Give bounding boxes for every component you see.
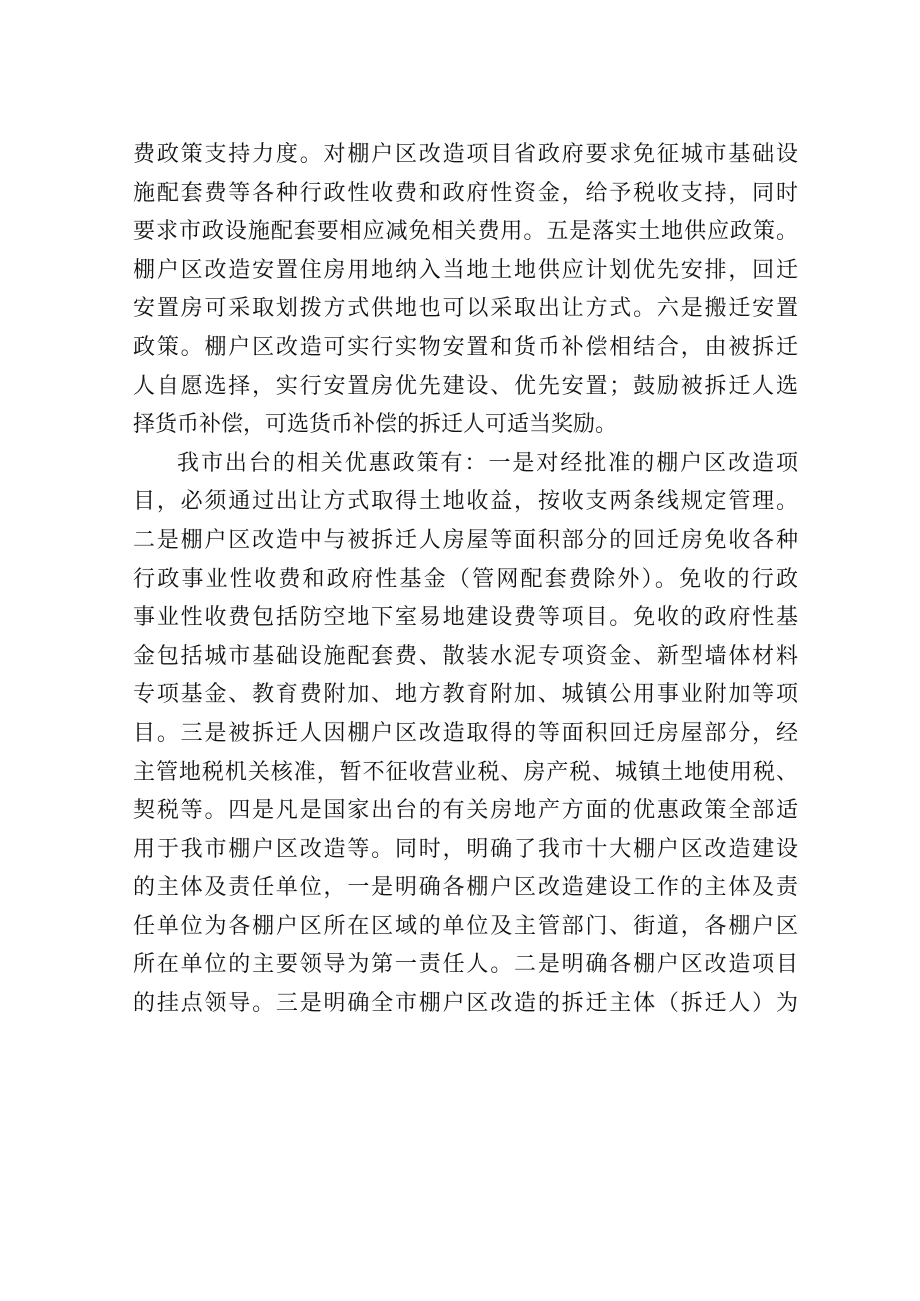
text-line: 任单位为各棚户区所在区域的单位及主管部门、街道，各棚户区 <box>133 913 798 939</box>
text-line: 的挂点领导。三是明确全市棚户区改造的拆迁主体（拆迁人）为 <box>133 991 798 1017</box>
text-line: 施配套费等各种行政性收费和政府性资金，给予税收支持，同时 <box>133 180 798 206</box>
text-line: 要求市政设施配套要相应减免相关费用。五是落实土地供应政策。 <box>133 219 798 245</box>
text-line: 用于我市棚户区改造等。同时，明确了我市十大棚户区改造建设 <box>133 836 798 862</box>
text-line: 二是棚户区改造中与被拆迁人房屋等面积部分的回迁房免收各种 <box>133 527 798 553</box>
text-line: 人自愿选择，实行安置房优先建设、优先安置；鼓励被拆迁人选 <box>133 373 798 399</box>
paragraph-2 <box>133 445 798 1024</box>
text-line: 目，必须通过出让方式取得土地收益，按收支两条线规定管理。 <box>133 489 798 515</box>
text-line: 契税等。四是凡是国家出台的有关房地产方面的优惠政策全部适 <box>133 798 798 824</box>
body-text <box>133 136 798 1024</box>
text-line: 事业性收费包括防空地下室易地建设费等项目。免收的政府性基 <box>133 605 798 631</box>
text-line: 所在单位的主要领导为第一责任人。二是明确各棚户区改造项目 <box>133 952 798 978</box>
text-line: 专项基金、教育费附加、地方教育附加、城镇公用事业附加等项 <box>133 682 798 708</box>
text-line: 的主体及责任单位，一是明确各棚户区改造建设工作的主体及责 <box>133 875 798 901</box>
text-line: 棚户区改造安置住房用地纳入当地土地供应计划优先安排，回迁 <box>133 257 798 283</box>
text-line: 目。三是被拆迁人因棚户区改造取得的等面积回迁房屋部分，经 <box>133 720 798 746</box>
text-line: 费政策支持力度。对棚户区改造项目省政府要求免征城市基础设 <box>133 142 798 167</box>
text-line: 政策。棚户区改造可实行实物安置和货币补偿相结合，由被拆迁 <box>133 334 798 360</box>
text-line: 主管地税机关核准，暂不征收营业税、房产税、城镇土地使用税、 <box>133 759 798 785</box>
text-line: 我市出台的相关优惠政策有：一是对经批准的棚户区改造项 <box>177 450 798 476</box>
text-line: 择货币补偿，可选货币补偿的拆迁人可适当奖励。 <box>133 412 618 438</box>
text-line: 安置房可采取划拨方式供地也可以采取出让方式。六是搬迁安置 <box>133 296 798 322</box>
paragraph-1 <box>133 136 798 445</box>
text-line: 行政事业性收费和政府性基金（管网配套费除外）。免收的行政 <box>133 566 798 592</box>
text-line: 金包括城市基础设施配套费、散装水泥专项资金、新型墙体材料 <box>133 643 798 669</box>
